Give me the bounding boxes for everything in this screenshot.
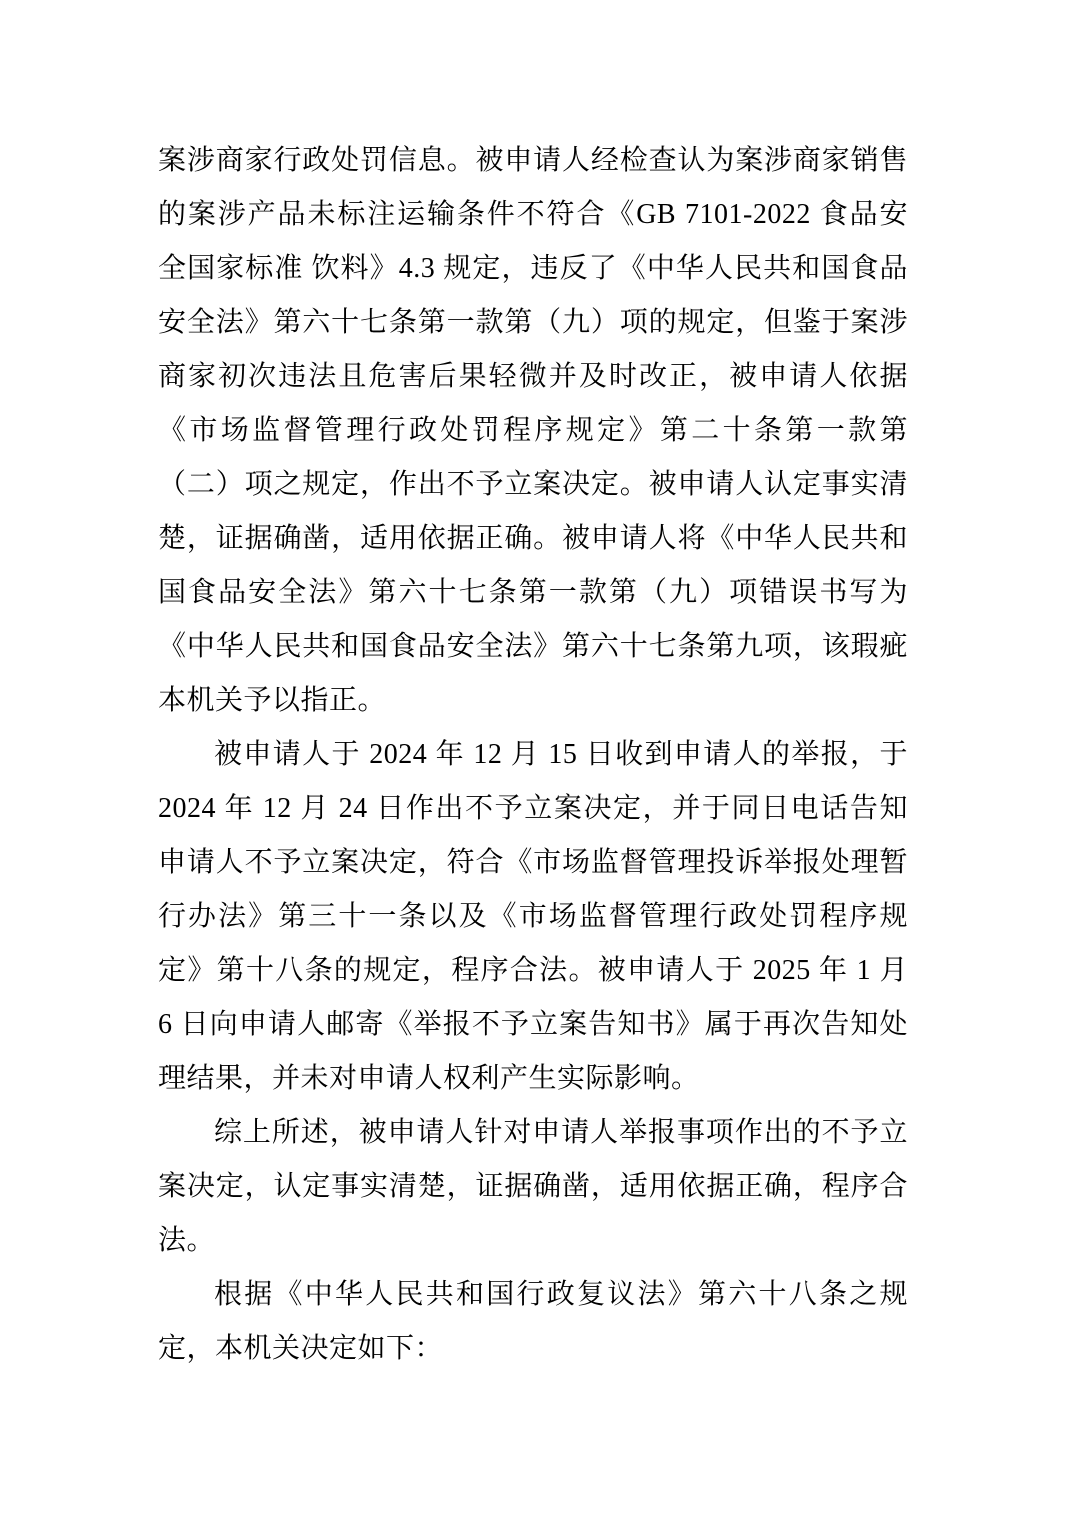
paragraph-decision-basis: 根据《中华人民共和国行政复议法》第六十八条之规定，本机关决定如下： [158, 1279, 908, 1364]
document-body [158, 134, 908, 1376]
paragraph-continuation: 案涉商家行政处罚信息。被申请人经检查认为案涉商家销售的案涉产品未标注运输条件不符合《GB 7101-2022 食品安全国家标准 饮料》4.3 规定，违反了《中华人民共和国食品安全法》第六十七条第一款第（九）项的规定，但鉴于案涉商家初次违法且危害后果轻微并及时改正，被申请人依据《市场监督管理行政处罚程序规定》第二十条第一款第（二）项之规定，作出不予立案决定。被申请人认定事实清楚，证据确凿，适用依据正确。被申请人将《中华人民共和国食品安全法》第六十七条第一款第（九）项错误书写为《中华人民共和国食品安全法》第六十七条第九项，该瑕疵本机关予以指正。 [158, 145, 908, 716]
paragraph-procedure-review: 被申请人于 2024 年 12 月 15 日收到申请人的举报，于 2024 年 12 月 24 日作出不予立案决定，并于同日电话告知申请人不予立案决定，符合《市场监督管理投诉举报处理暂行办法》第三十一条以及《市场监督管理行政处罚程序规定》第十八条的规定，程序合法。被申请人于 2025 年 1 月 6 日向申请人邮寄《举报不予立案告知书》属于再次告知处理结果，并未对申请人权利产生实际影响。 [158, 739, 908, 1094]
paragraph-conclusion: 综上所述，被申请人针对申请人举报事项作出的不予立案决定，认定事实清楚，证据确凿，适用依据正确，程序合法。 [158, 1117, 908, 1256]
